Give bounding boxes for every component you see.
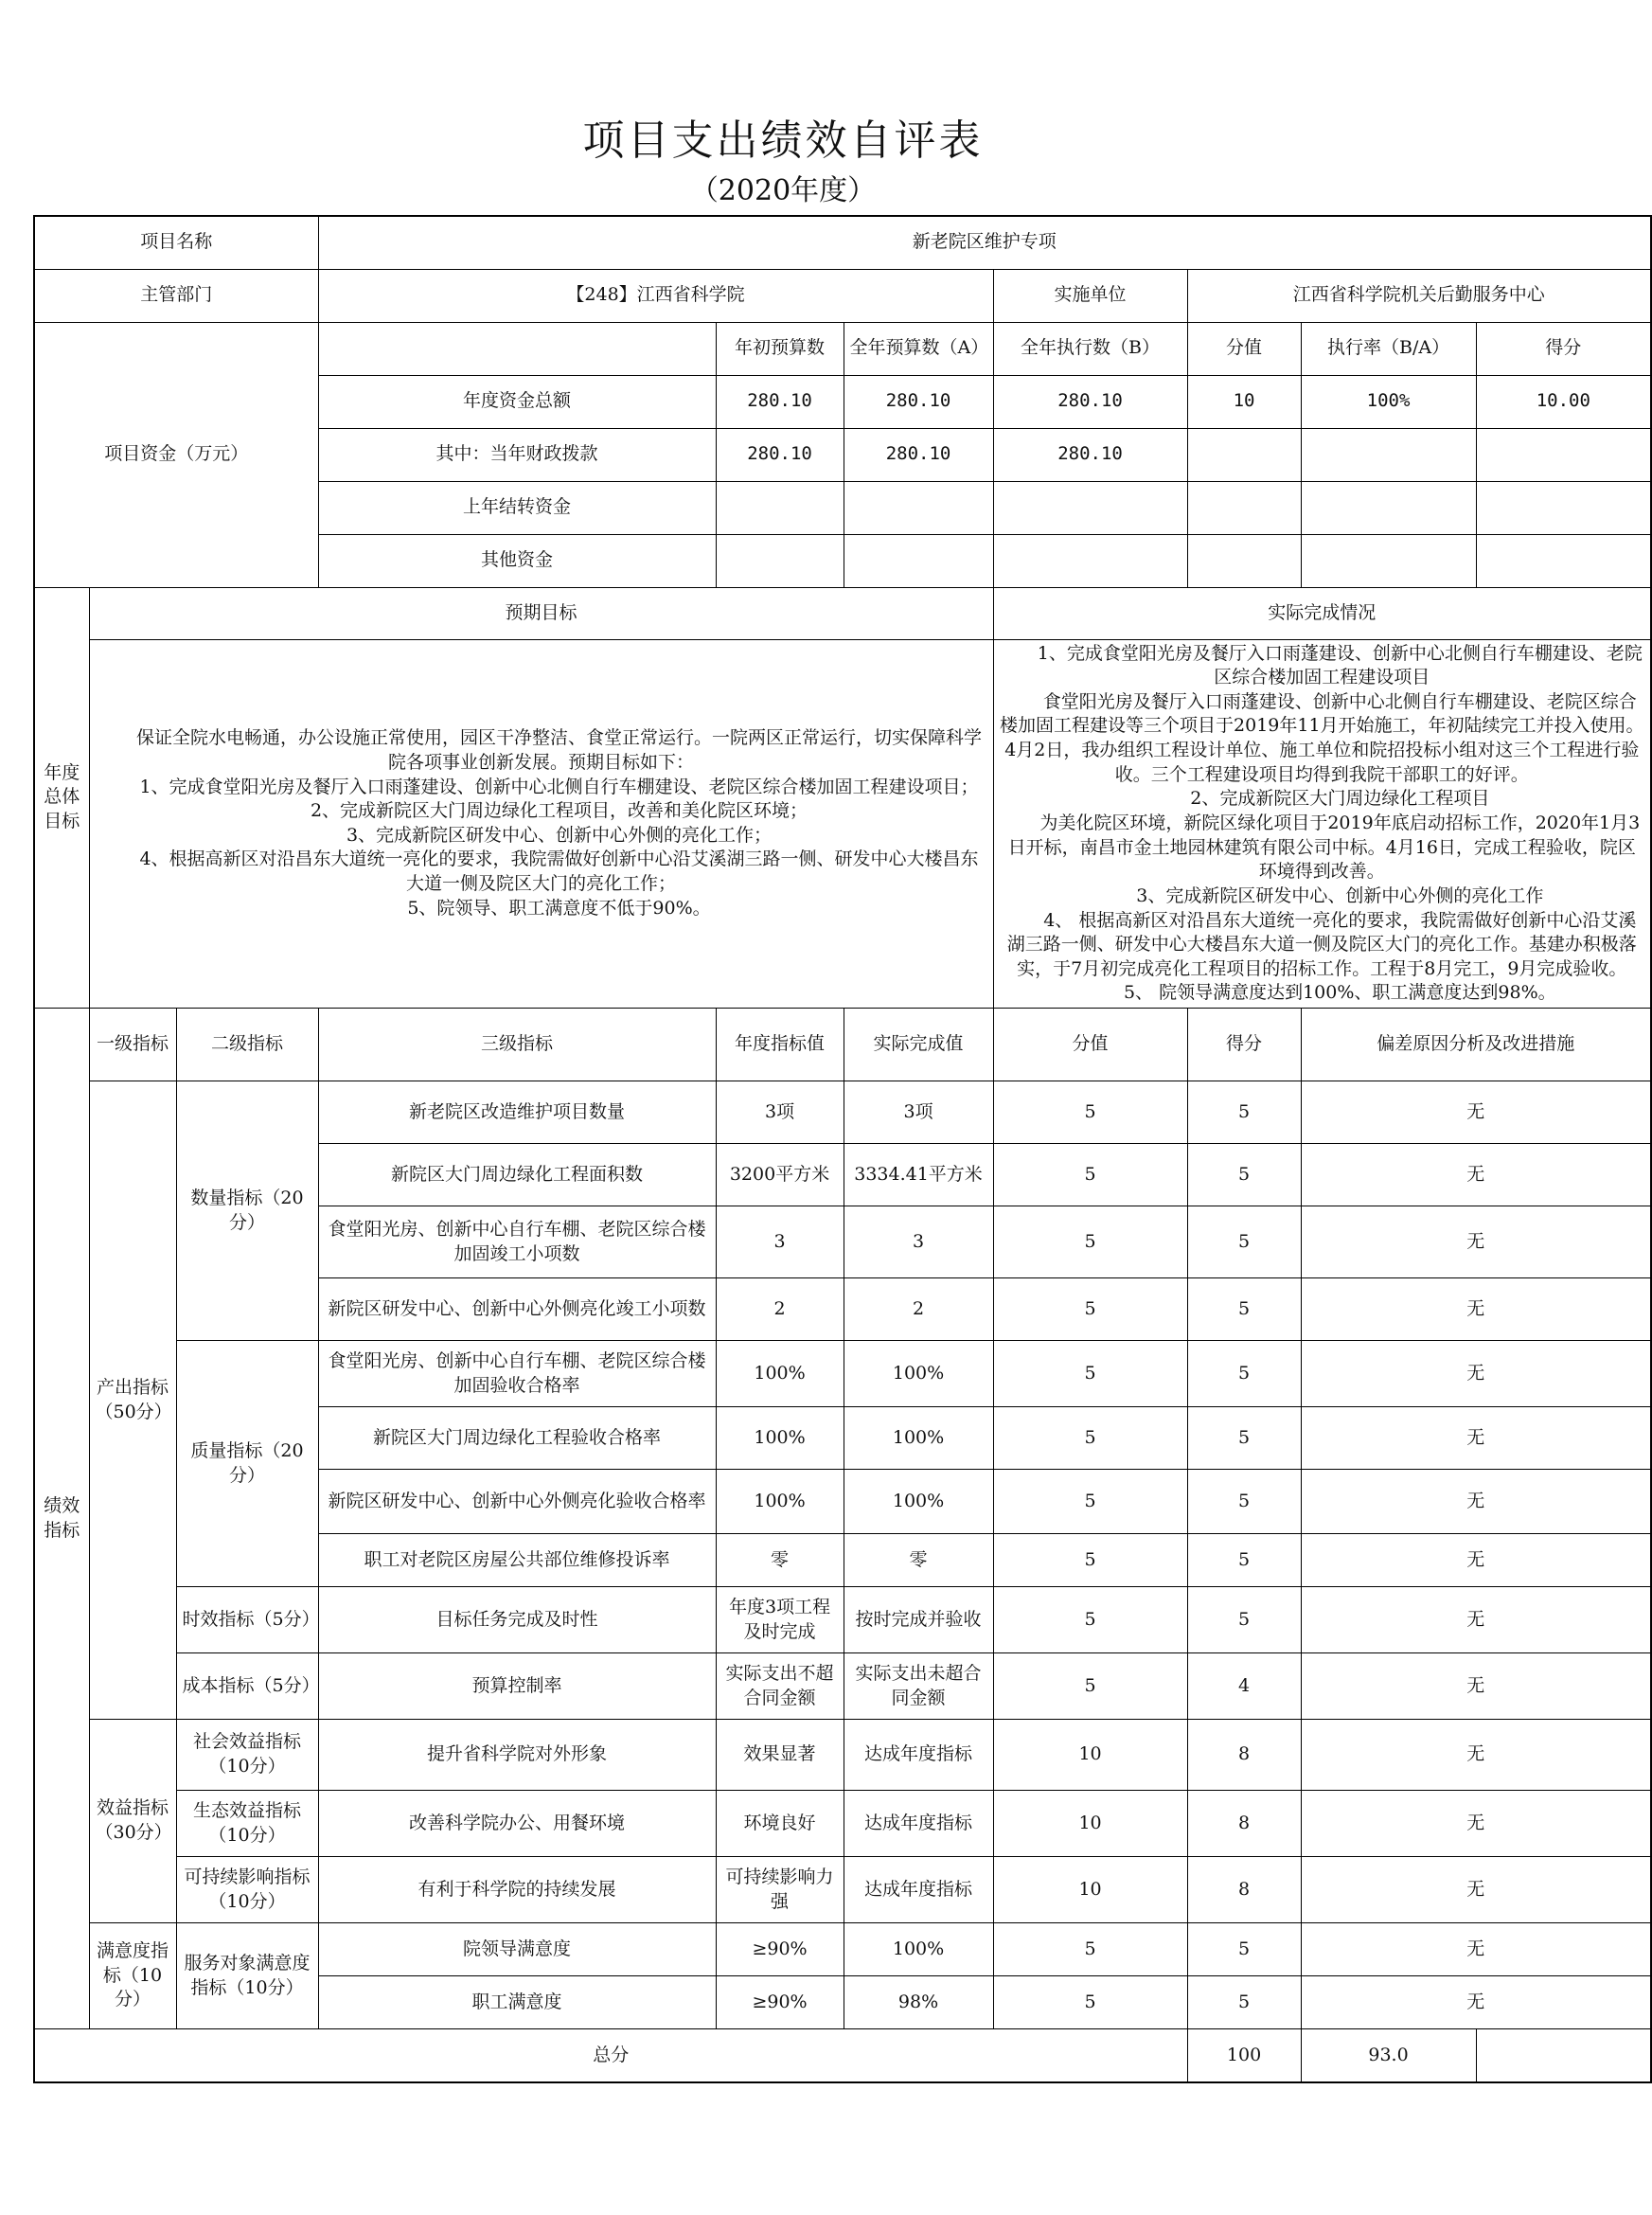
- indicator-note: 无: [1301, 1081, 1651, 1144]
- actual-paragraph: 为美化院区环境，新院区绿化项目于2019年底启动招标工作，2020年1月3日开标，南昌市金土地园林建筑有限公司中标。4月16日，完成工程验收，院区环境得到改善。: [1007, 812, 1641, 883]
- indicator-actual: 按时完成并验收: [844, 1587, 993, 1653]
- indicator-score: 5: [1187, 1534, 1301, 1587]
- indicator-actual: 2: [844, 1278, 993, 1341]
- indicator-value: 5: [993, 1923, 1187, 1976]
- indicator-value: 5: [993, 1206, 1187, 1278]
- project-name-value: 新老院区维护专项: [318, 216, 1651, 269]
- goals-header-row: [34, 587, 1651, 639]
- funds-score: [1476, 534, 1651, 587]
- indicator-note: 无: [1301, 1976, 1651, 2029]
- expected-goal-header: 预期目标: [89, 587, 993, 639]
- funds-annual: [844, 534, 993, 587]
- indicator-value: 5: [993, 1081, 1187, 1144]
- funds-score-value: [1187, 428, 1301, 481]
- indicator-value: 5: [993, 1341, 1187, 1407]
- goals-side-label: 年度总体目标: [34, 587, 89, 1009]
- expected-paragraph: 3、完成新院区研发中心、创新中心外侧的亮化工作；: [346, 824, 773, 846]
- indicator-note: 无: [1301, 1470, 1651, 1534]
- perf-side-label: 绩效指标: [34, 1009, 89, 2029]
- total-score: 93.0: [1301, 2029, 1476, 2082]
- indicator-actual: 100%: [844, 1470, 993, 1534]
- total-label: 总分: [34, 2029, 1187, 2082]
- level1-satisfaction: 满意度指标（10分）: [89, 1923, 176, 2029]
- indicator-name: 新院区大门周边绿化工程验收合格率: [318, 1407, 716, 1470]
- indicator-score: 5: [1187, 1407, 1301, 1470]
- level2-timeliness: 时效指标（5分）: [176, 1587, 318, 1653]
- funds-label: 项目资金（万元）: [34, 322, 318, 587]
- actual-completion-text: [993, 639, 1651, 1009]
- indicator-actual: 100%: [844, 1407, 993, 1470]
- indicator-score: 8: [1187, 1791, 1301, 1857]
- dept-value: 【248】江西省科学院: [318, 269, 993, 322]
- funds-header-blank: [318, 322, 716, 375]
- total-value: 100: [1187, 2029, 1301, 2082]
- funds-row-label: 其中：当年财政拨款: [318, 428, 716, 481]
- indicator-actual: 达成年度指标: [844, 1857, 993, 1923]
- perf-row: [34, 1587, 1651, 1653]
- indicator-value: 5: [993, 1407, 1187, 1470]
- indicator-actual: 100%: [844, 1341, 993, 1407]
- indicator-target: 实际支出不超合同金额: [716, 1653, 844, 1720]
- indicator-note: 无: [1301, 1857, 1651, 1923]
- perf-row: [34, 1791, 1651, 1857]
- perf-header: 实际完成值: [844, 1009, 993, 1081]
- indicator-value: 5: [993, 1534, 1187, 1587]
- total-row: [34, 2029, 1651, 2082]
- dept-label: 主管部门: [34, 269, 318, 322]
- indicator-score: 8: [1187, 1720, 1301, 1791]
- funds-initial: [716, 481, 844, 534]
- funds-score-value: [1187, 534, 1301, 587]
- indicator-actual: 3334.41平方米: [844, 1144, 993, 1206]
- level2-eco: 生态效益指标（10分）: [176, 1791, 318, 1857]
- funds-executed: 280.10: [993, 375, 1187, 428]
- actual-completion-header: 实际完成情况: [993, 587, 1651, 639]
- funds-initial: 280.10: [716, 375, 844, 428]
- expected-goal-text: [89, 639, 993, 1009]
- indicator-note: 无: [1301, 1407, 1651, 1470]
- perf-row: [34, 1720, 1651, 1791]
- goals-content-row: [34, 639, 1651, 1009]
- indicator-value: 5: [993, 1278, 1187, 1341]
- indicator-note: 无: [1301, 1791, 1651, 1857]
- indicator-score: 5: [1187, 1587, 1301, 1653]
- unit-value: 江西省科学院机关后勤服务中心: [1187, 269, 1651, 322]
- funds-rate: [1301, 428, 1476, 481]
- indicator-value: 5: [993, 1144, 1187, 1206]
- actual-paragraph: 3、完成新院区研发中心、创新中心外侧的亮化工作: [1136, 884, 1544, 906]
- level2-sustain: 可持续影响指标（10分）: [176, 1857, 318, 1923]
- indicator-note: 无: [1301, 1534, 1651, 1587]
- indicator-target: ≥90%: [716, 1923, 844, 1976]
- funds-executed: [993, 534, 1187, 587]
- actual-paragraph: 4、 根据高新区对沿昌东大道统一亮化的要求，我院需做好创新中心沿艾溪湖三路一侧、研发中心大楼昌东大道一侧及院区大门的亮化工作。基建办积极落实，于7月初完成亮化工程项目的招标工作。工程于8月完工，9月完成验收。: [1006, 909, 1637, 979]
- perf-row: [34, 1857, 1651, 1923]
- indicator-name: 改善科学院办公、用餐环境: [318, 1791, 716, 1857]
- perf-header: 一级指标: [89, 1009, 176, 1081]
- indicator-actual: 100%: [844, 1923, 993, 1976]
- perf-header: 分值: [993, 1009, 1187, 1081]
- actual-paragraph: 1、完成食堂阳光房及餐厅入口雨蓬建设、创新中心北侧自行车棚建设、老院区综合楼加固工程建设项目: [1037, 642, 1643, 688]
- indicator-target: 100%: [716, 1341, 844, 1407]
- indicator-score: 4: [1187, 1653, 1301, 1720]
- indicator-name: 提升省科学院对外形象: [318, 1720, 716, 1791]
- indicator-score: 5: [1187, 1976, 1301, 2029]
- indicator-note: 无: [1301, 1341, 1651, 1407]
- perf-header: 年度指标值: [716, 1009, 844, 1081]
- perf-row: [34, 1081, 1651, 1144]
- expected-paragraph: 2、完成新院区大门周边绿化工程项目，改善和美化院区环境；: [310, 800, 808, 822]
- indicator-actual: 实际支出未超合同金额: [844, 1653, 993, 1720]
- indicator-name: 新院区研发中心、创新中心外侧亮化竣工小项数: [318, 1278, 716, 1341]
- indicator-note: 无: [1301, 1587, 1651, 1653]
- funds-score: [1476, 481, 1651, 534]
- indicator-target: 100%: [716, 1407, 844, 1470]
- level2-quality: 质量指标（20分）: [176, 1341, 318, 1587]
- indicator-name: 新院区研发中心、创新中心外侧亮化验收合格率: [318, 1470, 716, 1534]
- actual-paragraph: 5、 院领导满意度达到100%、职工满意度达到98%。: [1123, 982, 1556, 1004]
- indicator-target: 年度3项工程及时完成: [716, 1587, 844, 1653]
- indicator-score: 5: [1187, 1341, 1301, 1407]
- indicator-name: 职工满意度: [318, 1976, 716, 2029]
- indicator-target: ≥90%: [716, 1976, 844, 2029]
- perf-row: [34, 1653, 1651, 1720]
- indicator-value: 5: [993, 1587, 1187, 1653]
- perf-header: 三级指标: [318, 1009, 716, 1081]
- level2-cost: 成本指标（5分）: [176, 1653, 318, 1720]
- indicator-actual: 达成年度指标: [844, 1791, 993, 1857]
- indicator-target: 3项: [716, 1081, 844, 1144]
- department-row: [34, 269, 1651, 322]
- indicator-note: 无: [1301, 1653, 1651, 1720]
- indicator-value: 10: [993, 1720, 1187, 1791]
- funds-initial: 280.10: [716, 428, 844, 481]
- funds-score-value: 10: [1187, 375, 1301, 428]
- indicator-target: 效果显著: [716, 1720, 844, 1791]
- indicator-name: 目标任务完成及时性: [318, 1587, 716, 1653]
- indicator-target: 3200平方米: [716, 1144, 844, 1206]
- indicator-note: 无: [1301, 1278, 1651, 1341]
- funds-row-label: 年度资金总额: [318, 375, 716, 428]
- indicator-actual: 98%: [844, 1976, 993, 2029]
- funds-score: 10.00: [1476, 375, 1651, 428]
- indicator-name: 有利于科学院的持续发展: [318, 1857, 716, 1923]
- funds-header: 执行率（B/A）: [1301, 322, 1476, 375]
- funds-header: 年初预算数: [716, 322, 844, 375]
- level2-social: 社会效益指标（10分）: [176, 1720, 318, 1791]
- perf-header: 得分: [1187, 1009, 1301, 1081]
- indicator-score: 5: [1187, 1923, 1301, 1976]
- page-title: 项目支出绩效自评表: [582, 116, 984, 165]
- indicator-score: 5: [1187, 1278, 1301, 1341]
- indicator-score: 8: [1187, 1857, 1301, 1923]
- indicator-name: 食堂阳光房、创新中心自行车棚、老院区综合楼加固竣工小项数: [318, 1206, 716, 1278]
- indicator-actual: 3: [844, 1206, 993, 1278]
- perf-header-row: [34, 1009, 1651, 1081]
- funds-annual: 280.10: [844, 428, 993, 481]
- project-name-row: [34, 216, 1651, 269]
- funds-annual: [844, 481, 993, 534]
- funds-score-value: [1187, 481, 1301, 534]
- total-blank: [1476, 2029, 1651, 2082]
- indicator-note: 无: [1301, 1144, 1651, 1206]
- funds-header: 得分: [1476, 322, 1651, 375]
- indicator-target: 100%: [716, 1470, 844, 1534]
- indicator-target: 可持续影响力强: [716, 1857, 844, 1923]
- indicator-score: 5: [1187, 1081, 1301, 1144]
- indicator-note: 无: [1301, 1720, 1651, 1791]
- indicator-value: 5: [993, 1653, 1187, 1720]
- indicator-name: 新院区大门周边绿化工程面积数: [318, 1144, 716, 1206]
- indicator-actual: 达成年度指标: [844, 1720, 993, 1791]
- indicator-note: 无: [1301, 1206, 1651, 1278]
- actual-paragraph: 食堂阳光房及餐厅入口雨蓬建设、创新中心北侧自行车棚建设、老院区综合楼加固工程建设等三个项目于2019年11月开始施工，年初陆续完工并投入使用。4月2日，我办组织工程设计单位、施工单位和院招投标小组对这三个工程进行验收。三个工程建设项目均得到我院干部职工的好评。: [1000, 690, 1644, 785]
- indicator-target: 3: [716, 1206, 844, 1278]
- perf-header: 偏差原因分析及改进措施: [1301, 1009, 1651, 1081]
- indicator-value: 5: [993, 1976, 1187, 2029]
- expected-paragraph: 1、完成食堂阳光房及餐厅入口雨蓬建设、创新中心北侧自行车棚建设、老院区综合楼加固工程建设项目；: [139, 776, 979, 797]
- actual-paragraph: 2、完成新院区大门周边绿化工程项目: [1190, 788, 1490, 810]
- level2-service: 服务对象满意度指标（10分）: [176, 1923, 318, 2029]
- funds-rate: [1301, 481, 1476, 534]
- funds-row-label: 上年结转资金: [318, 481, 716, 534]
- indicator-name: 院领导满意度: [318, 1923, 716, 1976]
- indicator-name: 新老院区改造维护项目数量: [318, 1081, 716, 1144]
- funds-header: 分值: [1187, 322, 1301, 375]
- project-name-label: 项目名称: [34, 216, 318, 269]
- funds-header-row: [34, 322, 1651, 375]
- indicator-actual: 零: [844, 1534, 993, 1587]
- indicator-score: 5: [1187, 1206, 1301, 1278]
- indicator-score: 5: [1187, 1144, 1301, 1206]
- perf-header: 二级指标: [176, 1009, 318, 1081]
- indicator-target: 零: [716, 1534, 844, 1587]
- perf-row: [34, 1341, 1651, 1407]
- unit-label: 实施单位: [993, 269, 1187, 322]
- expected-paragraph: 4、根据高新区对沿昌东大道统一亮化的要求，我院需做好创新中心沿艾溪湖三路一侧、研发中心大楼昌东大道一侧及院区大门的亮化工作；: [139, 848, 979, 895]
- page-subtitle: （2020年度）: [689, 174, 877, 207]
- funds-annual: 280.10: [844, 375, 993, 428]
- indicator-target: 2: [716, 1278, 844, 1341]
- indicator-value: 10: [993, 1857, 1187, 1923]
- indicator-actual: 3项: [844, 1081, 993, 1144]
- indicator-name: 职工对老院区房屋公共部位维修投诉率: [318, 1534, 716, 1587]
- funds-executed: [993, 481, 1187, 534]
- funds-initial: [716, 534, 844, 587]
- indicator-note: 无: [1301, 1923, 1651, 1976]
- funds-header: 全年预算数（A）: [844, 322, 993, 375]
- indicator-target: 环境良好: [716, 1791, 844, 1857]
- funds-executed: 280.10: [993, 428, 1187, 481]
- funds-rate: 100%: [1301, 375, 1476, 428]
- self-evaluation-table: [33, 215, 1652, 2083]
- perf-row: [34, 1923, 1651, 1976]
- funds-score: [1476, 428, 1651, 481]
- funds-rate: [1301, 534, 1476, 587]
- indicator-name: 预算控制率: [318, 1653, 716, 1720]
- indicator-value: 5: [993, 1470, 1187, 1534]
- expected-paragraph: 5、院领导、职工满意度不低于90%。: [407, 897, 711, 919]
- indicator-name: 食堂阳光房、创新中心自行车棚、老院区综合楼加固验收合格率: [318, 1341, 716, 1407]
- indicator-score: 5: [1187, 1470, 1301, 1534]
- level1-output: 产出指标（50分）: [89, 1081, 176, 1720]
- level1-benefit: 效益指标（30分）: [89, 1720, 176, 1923]
- funds-header: 全年执行数（B）: [993, 322, 1187, 375]
- level2-quantity: 数量指标（20分）: [176, 1081, 318, 1341]
- indicator-value: 10: [993, 1791, 1187, 1857]
- expected-paragraph: 保证全院水电畅通，办公设施正常使用，园区干净整洁、食堂正常运行。一院两区正常运行，切实保障科学院各项事业创新发展。预期目标如下：: [136, 727, 983, 773]
- funds-row-label: 其他资金: [318, 534, 716, 587]
